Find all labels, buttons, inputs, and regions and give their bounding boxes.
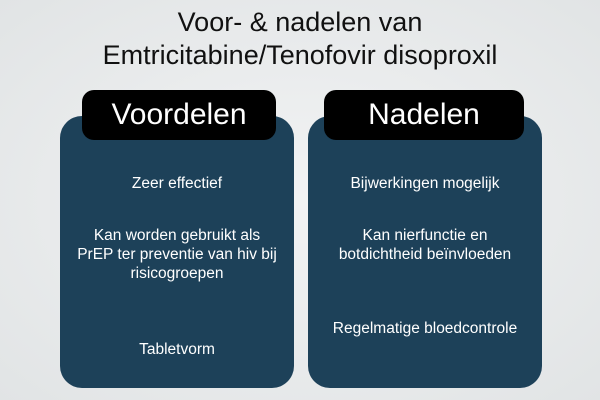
voordelen-heading: Voordelen <box>82 90 276 140</box>
voordelen-item-2: Kan worden gebruikt als PrEP ter preventie van hiv bij risicogroepen <box>77 227 277 282</box>
nadelen-item-2: Kan nierfunctie en botdichtheid beïnvloeden <box>338 227 512 263</box>
voordelen-item-1: Zeer effectief <box>131 175 223 192</box>
nadelen-card <box>308 116 542 388</box>
nadelen-heading: Nadelen <box>324 90 524 140</box>
voordelen-card <box>60 116 294 388</box>
page-title <box>0 6 600 72</box>
nadelen-item-1: Bijwerkingen mogelijk <box>350 175 500 192</box>
voordelen-item-3: Tabletvorm <box>139 341 215 358</box>
title-line-1: Voor- & nadelen van <box>177 7 423 37</box>
nadelen-item-3: Regelmatige bloedcontrole <box>332 320 518 337</box>
title-line-2: Emtricitabine/Tenofovir disoproxil <box>102 40 498 70</box>
